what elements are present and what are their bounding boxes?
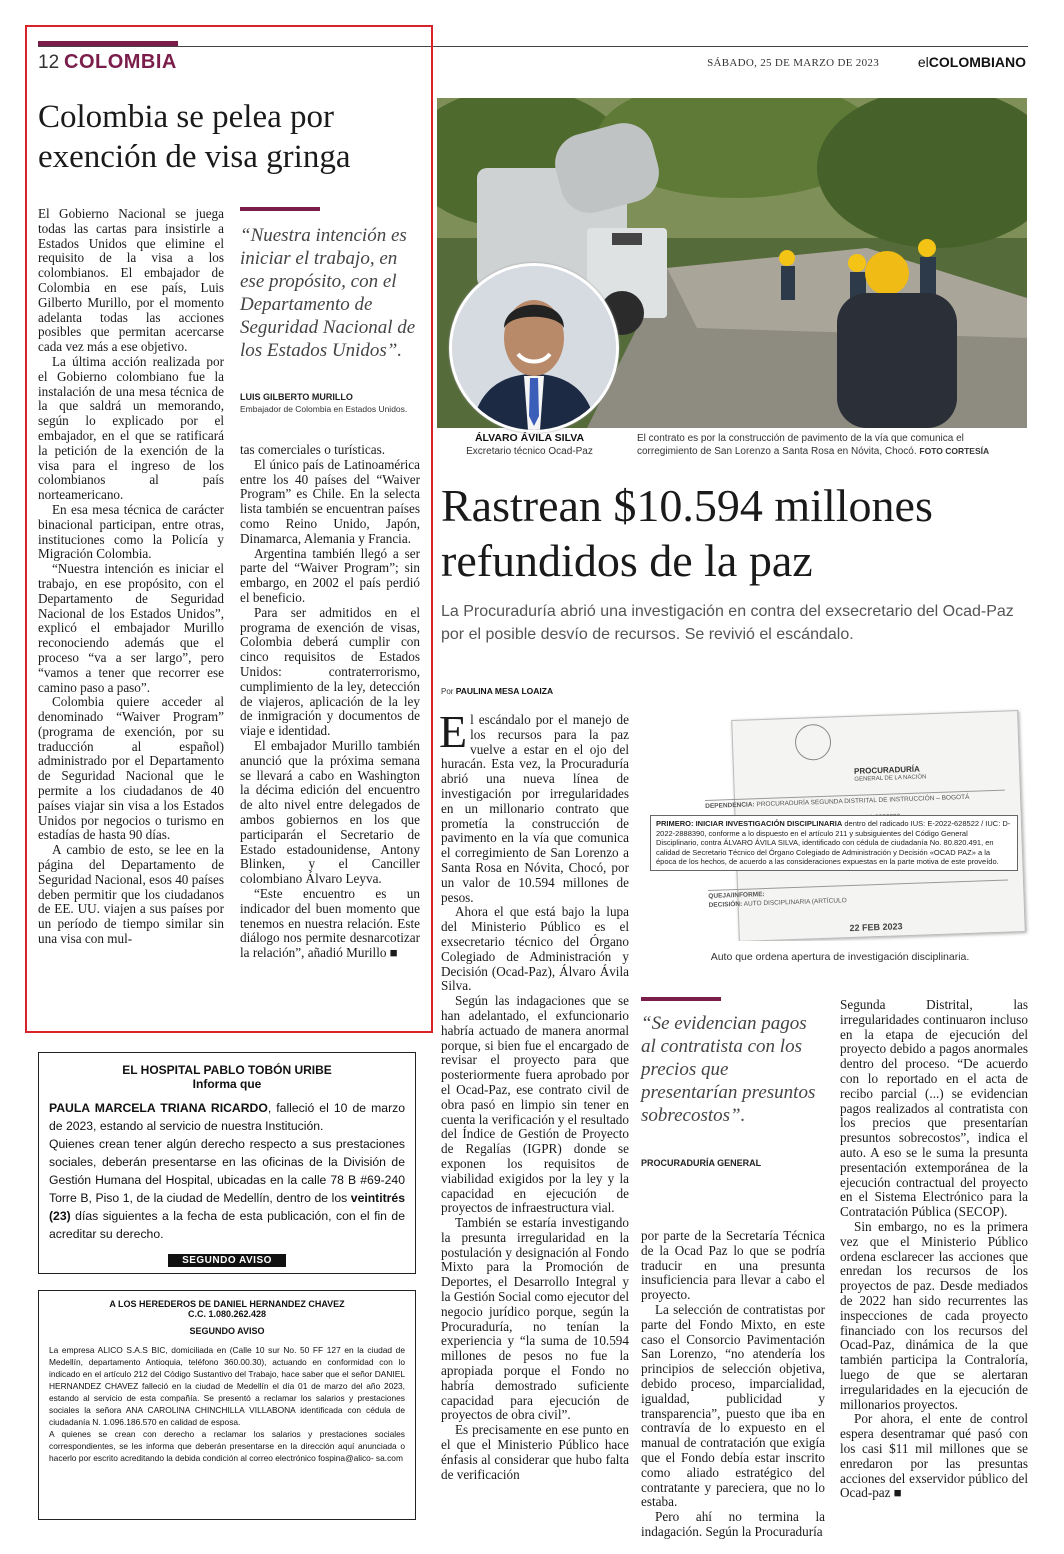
paragraph: por parte de la Secretaría Técnica de la Ocad Paz lo que se podría traducir en una presunta insuficiencia para llevar a cabo el proyecto. [641,1228,825,1303]
page-number: 12 [38,52,60,73]
lead-paragraph: l escándalo por el manejo de los recursos para la paz vuelve a estar en el ojo del huracán. Esta vez, la Procuraduría abrió una nueva línea de investigación por irregularidades en un millonario contrato que prometía la construcción de pavimento en la vía que comunica el corregimiento de San Lorenzo a Santa Rosa en Nóvita, Chocó, por un valor de 10.594 millones de pesos. [441,712,629,905]
paragraph: Segunda Distrital, las irregularidades continuaron incluso en la etapa de ejecución del proyecto debido a pagos anormales dentro del proceso. “De acuerdo con lo reportado en el acta de recibo parcial (...) se evidencian pagos realizados al contratista con los precios que presentarían presuntos sobrecostos”, indica el auto. A eso se le suma la presunta presentación extemporánea de la ejecución contractual del proyecto en el Sistema Electrónico para la Contratación Pública (SECOP). [840,997,1028,1220]
notice2-text1: La empresa ALICO S.A.S BIC, domiciliada en (Calle 10 sur No. 50 FF 127 en la ciudad de Medellín, departamento Antioquia, teléfono 360.00.30), actuando en conformidad con lo indicado en el artículo 212 del Código Sustantivo del Trabajo, hace saber que el señor DANIEL HERNANDEZ CHAVEZ falleció en la ciudad de Medellín el día 01 de marzo del año 2023, estando al servicio de esta compañía. Se presentó a reclamar los salarios y prestaciones sociales la señora ANA CAROLINA CHINCHILLA VILLABONA identificada con cédula de ciudadanía N. 1.096.186.570 en calidad de esposa. [49,1345,405,1427]
photo-credit: FOTO CORTESÍA [919,446,990,456]
notice2-cc: C.C. 1.080.262.428 [187,1309,267,1319]
left-pullquote: “Nuestra intención es iniciar el trabajo, en ese propósito, con el Departamento de Seguridad Nacional de los Estados Unidos”. [240,225,416,361]
paragraph: Ahora el que está bajo la lupa del Ministerio Público es el exsecretario técnico del Órgano Colegiado de Administración y Decisión (Ocad-Paz), Álvaro Ávila Silva. [441,904,629,994]
portrait-image [452,266,616,430]
seal-icon [794,724,831,761]
paragraph: Según las indagaciones que se han adelantado, el exfuncionario habría actuado de manera anormal porque, si bien fue el encargado de revisar el proyecto para que posteriormente fuera aprobado por el Ocad-Paz, ese contrato civil de obra pasó en limpio sin tener en cuenta la verificación y el resultado del Índice de Gestión de Proyecto de Regalías (IGPR) donde se exponen los requisitos de viabilidad exigidos por la ley y la capacidad en ejecución de proyectos de infraestructura vial. [441,993,629,1216]
paragraph: La última acción realizada por el Gobierno colombiano fue la instalación de una mesa técnica de la que saldrá un memorando, según lo explicado por el embajador, en el que se ratificará la petición de la exención de la visa para el ingreso de los colombianos al país norteamericano. [38,353,224,503]
notice-title: EL HOSPITAL PABLO TOBÓN URIBE [122,1063,332,1077]
dateline: SÁBADO, 25 DE MARZO DE 2023 [707,57,879,69]
notice-person-name: PAULA MARCELA TRIANA RICARDO [49,1101,268,1115]
doc-seal-line2: GENERAL DE LA NACIÓN [854,774,927,783]
doc-highlight-box [650,815,1018,871]
main-story-col2 [641,1229,825,1540]
photo-caption [637,432,1027,458]
doc-row1-label: DEPENDENCIA: [705,801,755,811]
paragraph: El embajador Murillo también anunció que la próxima semana se llevará a cabo en Washington la décima edición del encuentro de alto nivel entre delegados de ambos gobiernos en los que participarán el Secretario de Estado estadounidense, Antony Blinken, y el Canciller colombiano Álvaro Leyva. [240,737,420,887]
paragraph: Colombia quiere acceder al denominado “Waiver Program” (programa de exención, por su traducción al español) administrado por el Departamento de Seguridad Nacional que le permite a los ciudadanos de 40 países viajar sin visa a los Estados Unidos por negocios o turismo en estadías de hasta 90 días. [38,694,224,843]
brand-name: COLOMBIANO [928,54,1026,70]
doc-caption: Auto que ordena apertura de investigación disciplinaria. [710,951,970,963]
notice2-title: A LOS HEREDEROS DE DANIEL HERNANDEZ CHAVEZ [109,1299,345,1309]
pullquote-attribution: LUIS GILBERTO MURILLO [240,392,353,402]
paragraph: Pero ahí no termina la indagación. Según la Procuraduría [641,1509,825,1539]
paragraph: La selección de contratistas por parte del Fondo Mixto, en este caso el Consorcio Pavimentación San Lorenzo, “no atendería los principios de selección objetiva, debido proceso, imparcialidad, igualdad, publicidad y transparencia”, puesto que iba en contravía de lo expuesto en el manual de contratación que exigía que el Fondo debía estar inscrito como aliado estratégico del contratante y pareciera, que no lo estaba. [641,1301,825,1510]
hospital-notice [38,1052,416,1274]
doc-row4-label: DECISIÓN: [708,900,743,909]
main-story-col3 [840,998,1028,1501]
section-label: COLOMBIA [64,51,177,73]
notice-badge: SEGUNDO AVISO [168,1254,286,1267]
paragraph: En esa mesa técnica de carácter binacional participan, entre otras, instituciones como la Policía y Migración Colombia. [38,501,224,562]
main-pullquote: “Se evidencian pagos al contratista con los precios que presentarían presuntos sobrecostos”. [641,1013,816,1126]
paragraph: El único país de Latinoamérica entre los 40 países del “Waiver Program” es Chile. En la selecta lista también se encuentran países como Reino Unido, Japón, Dinamarca, Alemania y Francia. [240,456,420,546]
portrait-photo [449,263,619,433]
doc-stamp: 22 FEB 2023 [849,921,903,934]
doc-row3: QUEJA/INFORME: [708,880,1008,900]
document-image [650,703,1030,941]
pullquote-bar [240,207,320,211]
main-story-col1 [439,706,629,1482]
doc-row1-value: PROCURADURÍA SEGUNDA DISTRITAL DE INSTRUCCIÓN – BOGOTÁ [756,793,970,809]
portrait-role: Excretario técnico Ocad-Paz [466,446,593,457]
doc-box-text: dentro del radicado IUS: E-2022-628522 / IUC: D-2022-2888390, conforme a lo dispuesto en el artículo 211 y subsiguientes del Código General Disciplinario, contra ÁLVARO ÁVILA SILVA, identificado con cédula de ciudadanía No. 80.820.491, en calidad de Secretario Técnico del Órgano Colegiado de Administración y Decisión «OCAD PAZ» a la época de los hechos, de acuerdo a las consideraciones expuestas en la parte motiva de este proveído. [656,819,1011,866]
portrait-name: ÁLVARO ÁVILA SILVA [474,432,585,444]
photo-caption-text: El contrato es por la construcción de pavimento de la vía que comunica el corregimiento de San Lorenzo a Santa Rosa en Nóvita, Chocó. [637,433,964,457]
notice-text2: Quienes crean tener algún derecho respecto a sus prestaciones sociales, deberán presentarse en las oficinas de la División de Gestión Humana del Hospital, ubicadas en la calle 78 B #69-240 Torre B, Piso 1, de la ciudad de Medellín, dentro de los [49,1137,405,1205]
left-story-col1 [38,207,224,947]
paragraph: “Nuestra intención es iniciar el trabajo, en ese propósito, con el Departamento de Seguridad Nacional de los Estados Unidos”, explicó el embajador Murillo reconociendo además que el proceso “va a ser largo”, pero “vamos a tener que recorrer ese camino paso a paso”. [38,561,224,695]
paragraph: Es precisamente en ese punto en el que el Ministerio Público hace énfasis al considerar que hubo falta de verificación [441,1422,629,1482]
notice-text1: , falleció el 10 de marzo de 2023, estando al servicio de nuestra Institución. [49,1101,406,1133]
paragraph: Por ahora, el ente de control espera desentramar qué pasó con los casi $11 mil millones que se enredaron por las presuntas acciones del exservidor público del Ocad-paz ■ [840,1411,1028,1501]
brand-logo [918,54,1026,70]
main-headline: Rastrean $10.594 millones refundidos de la paz [441,480,933,586]
doc-box-title: PRIMERO: INICIAR INVESTIGACIÓN DISCIPLINARIA [656,819,843,828]
byline-prefix: Por [441,687,454,696]
doc-row1 [705,790,1005,810]
notice2-text2: A quienes se crean con derecho a reclamar los salarios y prestaciones sociales correspondientes, se les informa que deberán presentarse en la dirección aquí anunciada o hacerlo por escrito acreditando la debida condición al correo electrónico fospina@alico- sa.com [49,1429,405,1463]
notice-body [49,1099,405,1243]
doc-row4-value: AUTO DISCIPLINARIA (ARTÍCULO [743,897,847,908]
paragraph: Sin embargo, no es la primera vez que el Ministerio Público ordena esclarecer las acciones que enredan los recursos de los proyectos de paz. Desde mediados de 2022 han sido recurrentes las inspecciones de cada proyecto financiado con los recursos del Ocad-Paz, dinámica de la que también participa la Contraloría, luego de que se alertaran irregularidades en la ejecución de millonarios proyectos. [840,1218,1028,1412]
notice-days: veintitrés (23) [49,1191,405,1223]
pullquote-role: Embajador de Colombia en Estados Unidos. [240,404,408,414]
heirs-notice [38,1290,416,1520]
paragraph: “Este encuentro es un indicador del buen momento que tenemos en nuestra relación. Este diálogo nos permite desnarcotizar la relación”, añadió Murillo ■ [240,885,420,961]
left-headline: Colombia se pelea por exención de visa gringa [38,99,351,175]
paragraph: También se estaría investigando la presunta irregularidad en la postulación y designación al Fondo Mixto para la Promoción de Deportes, el Desarrollo Integral y la Gestión Social como ejecutor del negocio jurídico porque, según la Procuraduría, no tenían la experiencia y “la suma de 10.594 millones de pesos no fue la apropiada porque el Fondo no habría demostrado suficiente capacidad para ejecución de proyectos de obra civil”. [441,1215,629,1423]
main-deck: La Procuraduría abrió una investigación en contra del exsecretario del Ocad-Paz por el posible desvío de recursos. Se revivió el escándalo. [441,603,1014,643]
left-story-col2 [240,443,420,961]
paragraph: A cambio de esto, se lee en la página del Departamento de Seguridad Nacional, esos 40 países deben permitir que los ciudadanos de EE. UU. viajen a sus países por un período de tiempo similar sin una visa con mul- [38,842,224,947]
dropcap: E [439,706,468,757]
notice2-subtitle: SEGUNDO AVISO [189,1326,265,1336]
byline-author: PAULINA MESA LOAIZA [455,686,554,696]
paragraph: Argentina también llegó a ser parte del “Waiver Program”; sin embargo, en 2002 el país perdió el beneficio. [240,545,420,605]
paragraph: El Gobierno Nacional se juega todas las cartas para insistirle a Estados Unidos que elimine el requisito de la visa a los colombianos. El embajador de Colombia en ese país, Luis Gilberto Murillo, por el momento adelanta todas las acciones posibles que permitan acercarse cada vez más a ese objetivo. [38,206,224,355]
pullquote-bar [641,997,721,1001]
portrait-caption [442,432,617,458]
notice-text3: días siguientes a la fecha de esta publicación, con el fin de acreditar su derecho. [49,1209,405,1241]
paragraph: Para ser admitidos en el programa de exención de visas, Colombia deberá cumplir con cinco requisitos de Estados Unidos: contraterrorismo, cumplimiento de la ley, detección de viajeros, aplicación de la ley de inmigración y documentos de viaje e identidad. [240,604,420,739]
paragraph: tas comerciales o turísticas. [240,442,386,457]
doc-seal-line1: PROCURADURÍA [853,764,920,776]
brand-prefix: el [917,54,929,70]
byline [441,686,553,696]
notice-subtitle: Informa que [192,1077,262,1091]
pullquote-attribution: PROCURADURÍA GENERAL [641,1158,762,1168]
